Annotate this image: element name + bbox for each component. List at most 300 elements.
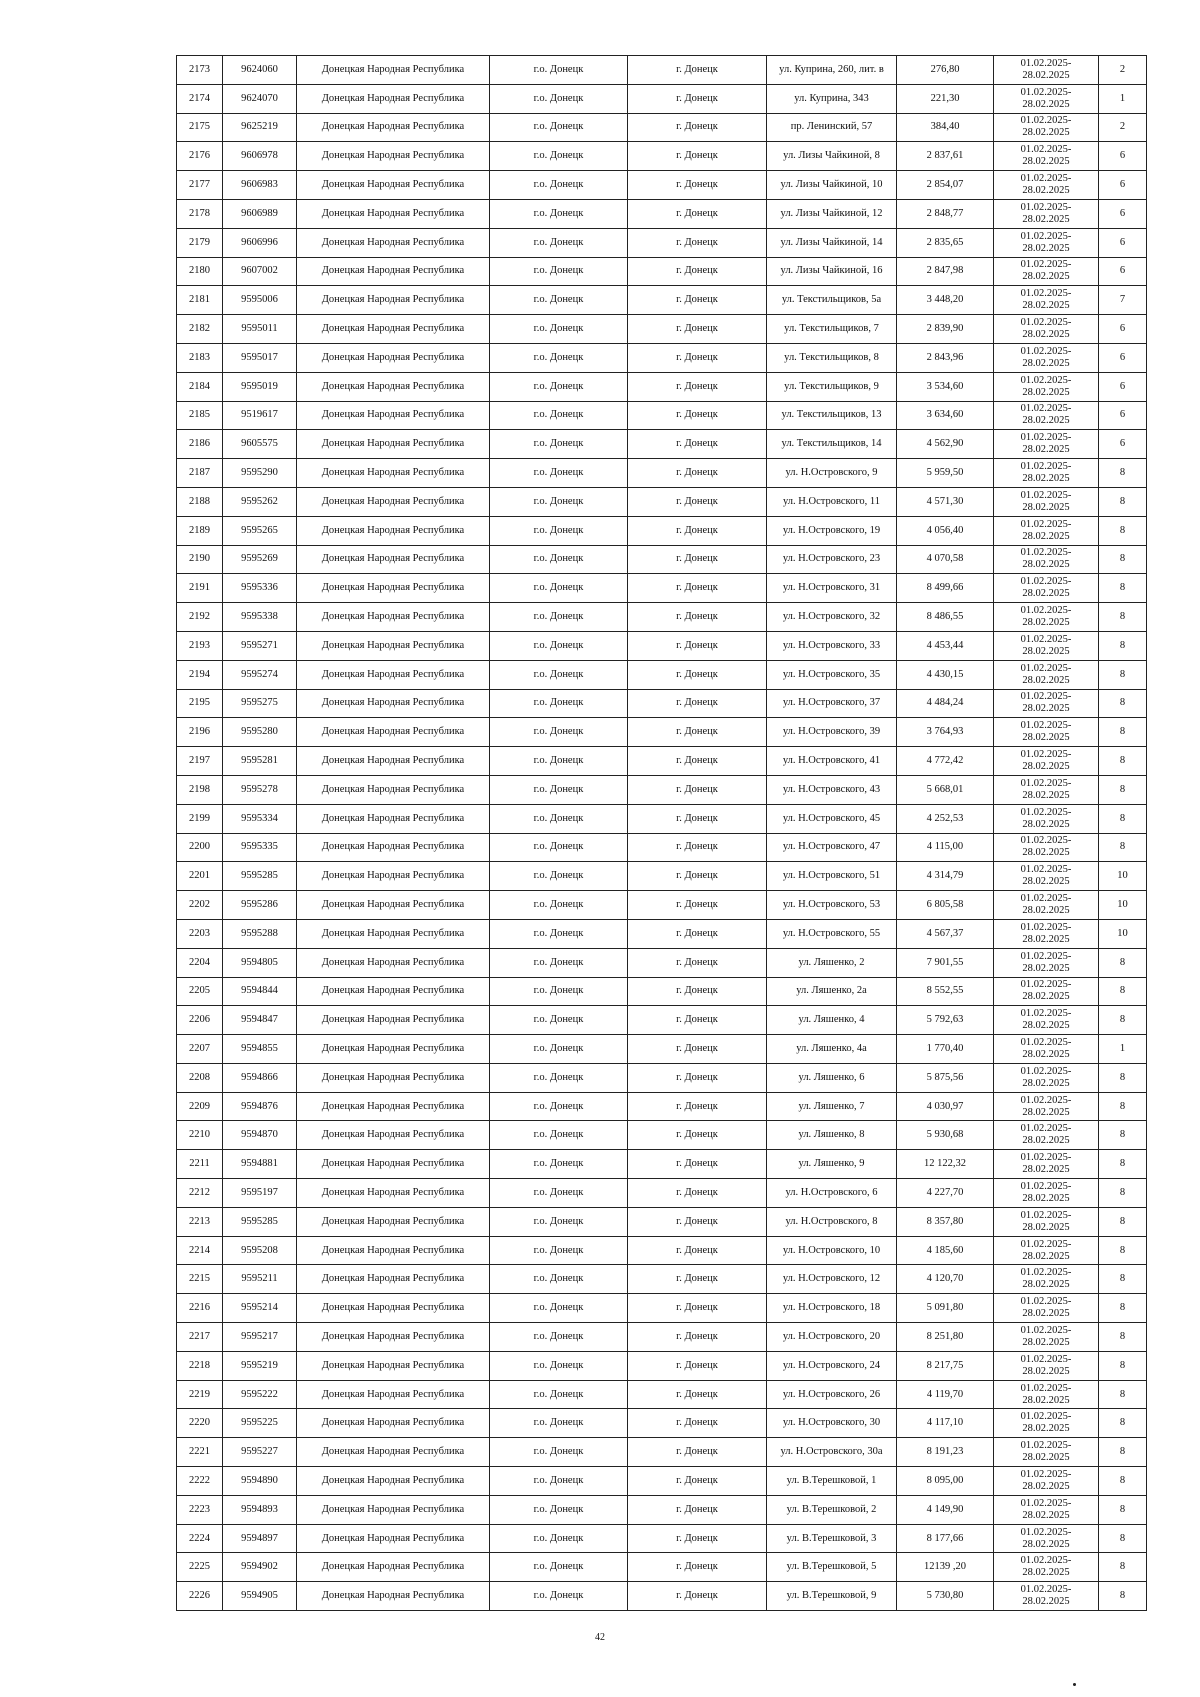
period-cell: 01.02.2025- 28.02.2025 [994, 1179, 1099, 1208]
table-row [177, 977, 1147, 1006]
object-code: 9595222 [223, 1380, 297, 1409]
table-row [177, 833, 1147, 862]
count-cell: 8 [1099, 1121, 1147, 1150]
period-cell: 01.02.2025- 28.02.2025 [994, 1582, 1099, 1611]
count-cell: 8 [1099, 1236, 1147, 1265]
city-cell: г. Донецк [628, 747, 767, 776]
row-number: 2206 [177, 1006, 223, 1035]
table-row [177, 631, 1147, 660]
count-cell: 8 [1099, 1265, 1147, 1294]
period-cell: 01.02.2025- 28.02.2025 [994, 1467, 1099, 1496]
register-sheet [176, 55, 1146, 1611]
region-cell: Донецкая Народная Республика [297, 372, 490, 401]
area-cell: 384,40 [897, 113, 994, 142]
object-code: 9595271 [223, 631, 297, 660]
area-cell: 4 030,97 [897, 1092, 994, 1121]
period-cell: 01.02.2025- 28.02.2025 [994, 919, 1099, 948]
period-cell: 01.02.2025- 28.02.2025 [994, 747, 1099, 776]
city-cell: г. Донецк [628, 56, 767, 85]
region-cell: Донецкая Народная Республика [297, 228, 490, 257]
period-cell: 01.02.2025- 28.02.2025 [994, 1553, 1099, 1582]
period-cell: 01.02.2025- 28.02.2025 [994, 1092, 1099, 1121]
period-cell: 01.02.2025- 28.02.2025 [994, 948, 1099, 977]
region-cell: Донецкая Народная Республика [297, 1351, 490, 1380]
page-number: 42 [595, 1632, 605, 1643]
area-cell: 8 251,80 [897, 1323, 994, 1352]
row-number: 2181 [177, 286, 223, 315]
address-cell: ул. Н.Островского, 11 [767, 487, 897, 516]
row-number: 2203 [177, 919, 223, 948]
table-row [177, 430, 1147, 459]
object-code: 9595019 [223, 372, 297, 401]
district-cell: г.о. Донецк [490, 315, 628, 344]
table-row [177, 1006, 1147, 1035]
region-cell: Донецкая Народная Республика [297, 689, 490, 718]
row-number: 2200 [177, 833, 223, 862]
region-cell: Донецкая Народная Республика [297, 113, 490, 142]
table-row [177, 459, 1147, 488]
address-cell: ул. Н.Островского, 43 [767, 775, 897, 804]
city-cell: г. Донецк [628, 1467, 767, 1496]
district-cell: г.о. Донецк [490, 1236, 628, 1265]
period-cell: 01.02.2025- 28.02.2025 [994, 1409, 1099, 1438]
address-cell: ул. Н.Островского, 31 [767, 574, 897, 603]
object-code: 9594870 [223, 1121, 297, 1150]
region-cell: Донецкая Народная Республика [297, 1063, 490, 1092]
row-number: 2209 [177, 1092, 223, 1121]
district-cell: г.о. Донецк [490, 603, 628, 632]
city-cell: г. Донецк [628, 315, 767, 344]
district-cell: г.о. Донецк [490, 1006, 628, 1035]
city-cell: г. Донецк [628, 948, 767, 977]
region-cell: Донецкая Народная Республика [297, 1006, 490, 1035]
period-cell: 01.02.2025- 28.02.2025 [994, 1236, 1099, 1265]
row-number: 2214 [177, 1236, 223, 1265]
table-row [177, 142, 1147, 171]
object-code: 9595288 [223, 919, 297, 948]
count-cell: 8 [1099, 1380, 1147, 1409]
address-cell: ул. Ляшенко, 6 [767, 1063, 897, 1092]
row-number: 2177 [177, 171, 223, 200]
row-number: 2213 [177, 1207, 223, 1236]
count-cell: 1 [1099, 1035, 1147, 1064]
area-cell: 8 191,23 [897, 1438, 994, 1467]
count-cell: 6 [1099, 257, 1147, 286]
city-cell: г. Донецк [628, 1236, 767, 1265]
district-cell: г.о. Донецк [490, 1524, 628, 1553]
address-cell: ул. Н.Островского, 9 [767, 459, 897, 488]
area-cell: 3 764,93 [897, 718, 994, 747]
address-cell: ул. Н.Островского, 26 [767, 1380, 897, 1409]
city-cell: г. Донецк [628, 199, 767, 228]
city-cell: г. Донецк [628, 862, 767, 891]
address-cell: ул. В.Терешковой, 1 [767, 1467, 897, 1496]
area-cell: 4 115,00 [897, 833, 994, 862]
area-cell: 8 552,55 [897, 977, 994, 1006]
object-code: 9594876 [223, 1092, 297, 1121]
city-cell: г. Донецк [628, 1582, 767, 1611]
table-row [177, 689, 1147, 718]
table-body [177, 56, 1147, 1611]
count-cell: 8 [1099, 603, 1147, 632]
object-code: 9595280 [223, 718, 297, 747]
row-number: 2189 [177, 516, 223, 545]
period-cell: 01.02.2025- 28.02.2025 [994, 574, 1099, 603]
area-cell: 5 091,80 [897, 1294, 994, 1323]
area-cell: 4 430,15 [897, 660, 994, 689]
area-cell: 4 070,58 [897, 545, 994, 574]
count-cell: 10 [1099, 919, 1147, 948]
row-number: 2207 [177, 1035, 223, 1064]
table-row [177, 1294, 1147, 1323]
region-cell: Донецкая Народная Республика [297, 919, 490, 948]
address-cell: ул. В.Терешковой, 5 [767, 1553, 897, 1582]
row-number: 2173 [177, 56, 223, 85]
region-cell: Донецкая Народная Республика [297, 891, 490, 920]
table-row [177, 804, 1147, 833]
period-cell: 01.02.2025- 28.02.2025 [994, 199, 1099, 228]
row-number: 2223 [177, 1495, 223, 1524]
area-cell: 2 848,77 [897, 199, 994, 228]
region-cell: Донецкая Народная Республика [297, 1524, 490, 1553]
address-cell: ул. Н.Островского, 6 [767, 1179, 897, 1208]
count-cell: 8 [1099, 1207, 1147, 1236]
city-cell: г. Донецк [628, 660, 767, 689]
count-cell: 2 [1099, 113, 1147, 142]
address-cell: ул. Текстильщиков, 7 [767, 315, 897, 344]
district-cell: г.о. Донецк [490, 84, 628, 113]
city-cell: г. Донецк [628, 603, 767, 632]
city-cell: г. Донецк [628, 343, 767, 372]
period-cell: 01.02.2025- 28.02.2025 [994, 833, 1099, 862]
district-cell: г.о. Донецк [490, 343, 628, 372]
city-cell: г. Донецк [628, 113, 767, 142]
area-cell: 8 357,80 [897, 1207, 994, 1236]
count-cell: 6 [1099, 171, 1147, 200]
period-cell: 01.02.2025- 28.02.2025 [994, 343, 1099, 372]
address-cell: ул. Лизы Чайкиной, 8 [767, 142, 897, 171]
count-cell: 1 [1099, 84, 1147, 113]
count-cell: 8 [1099, 1582, 1147, 1611]
count-cell: 8 [1099, 948, 1147, 977]
region-cell: Донецкая Народная Республика [297, 286, 490, 315]
city-cell: г. Донецк [628, 1438, 767, 1467]
period-cell: 01.02.2025- 28.02.2025 [994, 1438, 1099, 1467]
table-row [177, 1092, 1147, 1121]
row-number: 2192 [177, 603, 223, 632]
row-number: 2193 [177, 631, 223, 660]
area-cell: 4 120,70 [897, 1265, 994, 1294]
region-cell: Донецкая Народная Республика [297, 84, 490, 113]
period-cell: 01.02.2025- 28.02.2025 [994, 862, 1099, 891]
area-cell: 5 730,80 [897, 1582, 994, 1611]
city-cell: г. Донецк [628, 1495, 767, 1524]
count-cell: 8 [1099, 1294, 1147, 1323]
period-cell: 01.02.2025- 28.02.2025 [994, 1063, 1099, 1092]
city-cell: г. Донецк [628, 1323, 767, 1352]
object-code: 9605575 [223, 430, 297, 459]
row-number: 2204 [177, 948, 223, 977]
district-cell: г.о. Донецк [490, 1092, 628, 1121]
area-cell: 8 095,00 [897, 1467, 994, 1496]
count-cell: 8 [1099, 977, 1147, 1006]
period-cell: 01.02.2025- 28.02.2025 [994, 142, 1099, 171]
district-cell: г.о. Донецк [490, 459, 628, 488]
count-cell: 6 [1099, 430, 1147, 459]
district-cell: г.о. Донецк [490, 1409, 628, 1438]
district-cell: г.о. Донецк [490, 862, 628, 891]
address-cell: ул. Лизы Чайкиной, 10 [767, 171, 897, 200]
area-cell: 4 149,90 [897, 1495, 994, 1524]
district-cell: г.о. Донецк [490, 430, 628, 459]
city-cell: г. Донецк [628, 631, 767, 660]
address-cell: ул. Н.Островского, 20 [767, 1323, 897, 1352]
object-code: 9595265 [223, 516, 297, 545]
district-cell: г.о. Донецк [490, 1553, 628, 1582]
period-cell: 01.02.2025- 28.02.2025 [994, 84, 1099, 113]
row-number: 2210 [177, 1121, 223, 1150]
row-number: 2178 [177, 199, 223, 228]
district-cell: г.о. Донецк [490, 56, 628, 85]
period-cell: 01.02.2025- 28.02.2025 [994, 1380, 1099, 1409]
row-number: 2216 [177, 1294, 223, 1323]
area-cell: 4 314,79 [897, 862, 994, 891]
row-number: 2211 [177, 1150, 223, 1179]
region-cell: Донецкая Народная Республика [297, 603, 490, 632]
city-cell: г. Донецк [628, 977, 767, 1006]
city-cell: г. Донецк [628, 84, 767, 113]
period-cell: 01.02.2025- 28.02.2025 [994, 603, 1099, 632]
table-row [177, 948, 1147, 977]
object-code: 9595227 [223, 1438, 297, 1467]
region-cell: Донецкая Народная Республика [297, 1582, 490, 1611]
row-number: 2194 [177, 660, 223, 689]
table-row [177, 1265, 1147, 1294]
row-number: 2186 [177, 430, 223, 459]
city-cell: г. Донецк [628, 1092, 767, 1121]
row-number: 2195 [177, 689, 223, 718]
count-cell: 8 [1099, 1351, 1147, 1380]
table-row [177, 1495, 1147, 1524]
count-cell: 6 [1099, 315, 1147, 344]
object-code: 9595208 [223, 1236, 297, 1265]
region-cell: Донецкая Народная Республика [297, 1207, 490, 1236]
row-number: 2183 [177, 343, 223, 372]
count-cell: 8 [1099, 1438, 1147, 1467]
object-code: 9595290 [223, 459, 297, 488]
area-cell: 8 177,66 [897, 1524, 994, 1553]
address-cell: ул. Куприна, 260, лит. в [767, 56, 897, 85]
city-cell: г. Донецк [628, 142, 767, 171]
address-cell: ул. Н.Островского, 10 [767, 1236, 897, 1265]
object-code: 9595017 [223, 343, 297, 372]
address-cell: ул. Лизы Чайкиной, 12 [767, 199, 897, 228]
object-code: 9594897 [223, 1524, 297, 1553]
row-number: 2182 [177, 315, 223, 344]
district-cell: г.о. Донецк [490, 891, 628, 920]
period-cell: 01.02.2025- 28.02.2025 [994, 315, 1099, 344]
object-code: 9595285 [223, 862, 297, 891]
address-cell: ул. Текстильщиков, 5а [767, 286, 897, 315]
period-cell: 01.02.2025- 28.02.2025 [994, 286, 1099, 315]
table-row [177, 1150, 1147, 1179]
table-row [177, 487, 1147, 516]
row-number: 2174 [177, 84, 223, 113]
address-cell: ул. Ляшенко, 4 [767, 1006, 897, 1035]
object-code: 9606983 [223, 171, 297, 200]
area-cell: 2 847,98 [897, 257, 994, 286]
area-cell: 5 959,50 [897, 459, 994, 488]
district-cell: г.о. Донецк [490, 1351, 628, 1380]
count-cell: 8 [1099, 1495, 1147, 1524]
object-code: 9625219 [223, 113, 297, 142]
row-number: 2221 [177, 1438, 223, 1467]
period-cell: 01.02.2025- 28.02.2025 [994, 228, 1099, 257]
area-cell: 6 805,58 [897, 891, 994, 920]
region-cell: Донецкая Народная Республика [297, 487, 490, 516]
area-cell: 2 835,65 [897, 228, 994, 257]
city-cell: г. Донецк [628, 171, 767, 200]
table-row [177, 113, 1147, 142]
address-cell: ул. Текстильщиков, 9 [767, 372, 897, 401]
district-cell: г.о. Донецк [490, 1438, 628, 1467]
area-cell: 4 772,42 [897, 747, 994, 776]
object-code: 9594905 [223, 1582, 297, 1611]
count-cell: 8 [1099, 487, 1147, 516]
row-number: 2222 [177, 1467, 223, 1496]
count-cell: 6 [1099, 142, 1147, 171]
count-cell: 6 [1099, 343, 1147, 372]
district-cell: г.о. Донецк [490, 1467, 628, 1496]
area-cell: 5 930,68 [897, 1121, 994, 1150]
address-cell: ул. Текстильщиков, 14 [767, 430, 897, 459]
area-cell: 2 837,61 [897, 142, 994, 171]
object-code: 9595006 [223, 286, 297, 315]
region-cell: Донецкая Народная Республика [297, 1294, 490, 1323]
row-number: 2225 [177, 1553, 223, 1582]
address-cell: ул. В.Терешковой, 2 [767, 1495, 897, 1524]
table-row [177, 315, 1147, 344]
region-cell: Донецкая Народная Республика [297, 171, 490, 200]
row-number: 2224 [177, 1524, 223, 1553]
area-cell: 4 453,44 [897, 631, 994, 660]
row-number: 2187 [177, 459, 223, 488]
object-code: 9595197 [223, 1179, 297, 1208]
region-cell: Донецкая Народная Республика [297, 833, 490, 862]
period-cell: 01.02.2025- 28.02.2025 [994, 171, 1099, 200]
city-cell: г. Донецк [628, 1524, 767, 1553]
address-cell: ул. В.Терешковой, 3 [767, 1524, 897, 1553]
district-cell: г.о. Донецк [490, 1063, 628, 1092]
district-cell: г.о. Донецк [490, 1265, 628, 1294]
object-code: 9595286 [223, 891, 297, 920]
district-cell: г.о. Донецк [490, 1323, 628, 1352]
period-cell: 01.02.2025- 28.02.2025 [994, 804, 1099, 833]
period-cell: 01.02.2025- 28.02.2025 [994, 1323, 1099, 1352]
district-cell: г.о. Донецк [490, 1150, 628, 1179]
area-cell: 2 839,90 [897, 315, 994, 344]
address-cell: ул. Н.Островского, 55 [767, 919, 897, 948]
table-row [177, 257, 1147, 286]
row-number: 2219 [177, 1380, 223, 1409]
row-number: 2215 [177, 1265, 223, 1294]
period-cell: 01.02.2025- 28.02.2025 [994, 1294, 1099, 1323]
area-cell: 4 252,53 [897, 804, 994, 833]
region-cell: Донецкая Народная Республика [297, 545, 490, 574]
region-cell: Донецкая Народная Республика [297, 660, 490, 689]
table-row [177, 891, 1147, 920]
count-cell: 8 [1099, 1092, 1147, 1121]
table-row [177, 286, 1147, 315]
area-cell: 7 901,55 [897, 948, 994, 977]
address-cell: ул. Н.Островского, 37 [767, 689, 897, 718]
table-row [177, 228, 1147, 257]
address-cell: ул. Н.Островского, 53 [767, 891, 897, 920]
district-cell: г.о. Донецк [490, 545, 628, 574]
region-cell: Донецкая Народная Республика [297, 142, 490, 171]
object-code: 9606978 [223, 142, 297, 171]
table-row [177, 1236, 1147, 1265]
period-cell: 01.02.2025- 28.02.2025 [994, 401, 1099, 430]
object-code: 9595217 [223, 1323, 297, 1352]
district-cell: г.о. Донецк [490, 919, 628, 948]
region-cell: Донецкая Народная Республика [297, 1179, 490, 1208]
row-number: 2175 [177, 113, 223, 142]
region-cell: Донецкая Народная Республика [297, 1035, 490, 1064]
period-cell: 01.02.2025- 28.02.2025 [994, 1150, 1099, 1179]
row-number: 2220 [177, 1409, 223, 1438]
row-number: 2205 [177, 977, 223, 1006]
city-cell: г. Донецк [628, 372, 767, 401]
object-code: 9595334 [223, 804, 297, 833]
object-code: 9607002 [223, 257, 297, 286]
table-row [177, 1409, 1147, 1438]
area-cell: 8 217,75 [897, 1351, 994, 1380]
area-cell: 3 534,60 [897, 372, 994, 401]
district-cell: г.о. Донецк [490, 487, 628, 516]
city-cell: г. Донецк [628, 775, 767, 804]
row-number: 2208 [177, 1063, 223, 1092]
region-cell: Донецкая Народная Республика [297, 1150, 490, 1179]
object-code: 9595262 [223, 487, 297, 516]
scan-speck [1073, 1683, 1076, 1686]
district-cell: г.о. Донецк [490, 113, 628, 142]
table-row [177, 1553, 1147, 1582]
district-cell: г.о. Донецк [490, 1121, 628, 1150]
count-cell: 8 [1099, 1150, 1147, 1179]
count-cell: 6 [1099, 199, 1147, 228]
address-cell: ул. Н.Островского, 47 [767, 833, 897, 862]
region-cell: Донецкая Народная Республика [297, 574, 490, 603]
district-cell: г.о. Донецк [490, 257, 628, 286]
region-cell: Донецкая Народная Республика [297, 1409, 490, 1438]
address-cell: ул. Н.Островского, 8 [767, 1207, 897, 1236]
area-cell: 4 227,70 [897, 1179, 994, 1208]
row-number: 2176 [177, 142, 223, 171]
row-number: 2198 [177, 775, 223, 804]
table-row [177, 862, 1147, 891]
address-cell: ул. Ляшенко, 2 [767, 948, 897, 977]
district-cell: г.о. Донецк [490, 948, 628, 977]
table-row [177, 1121, 1147, 1150]
object-code: 9595338 [223, 603, 297, 632]
count-cell: 6 [1099, 228, 1147, 257]
count-cell: 8 [1099, 1179, 1147, 1208]
address-cell: ул. Н.Островского, 41 [767, 747, 897, 776]
count-cell: 6 [1099, 372, 1147, 401]
district-cell: г.о. Донецк [490, 199, 628, 228]
city-cell: г. Донецк [628, 574, 767, 603]
